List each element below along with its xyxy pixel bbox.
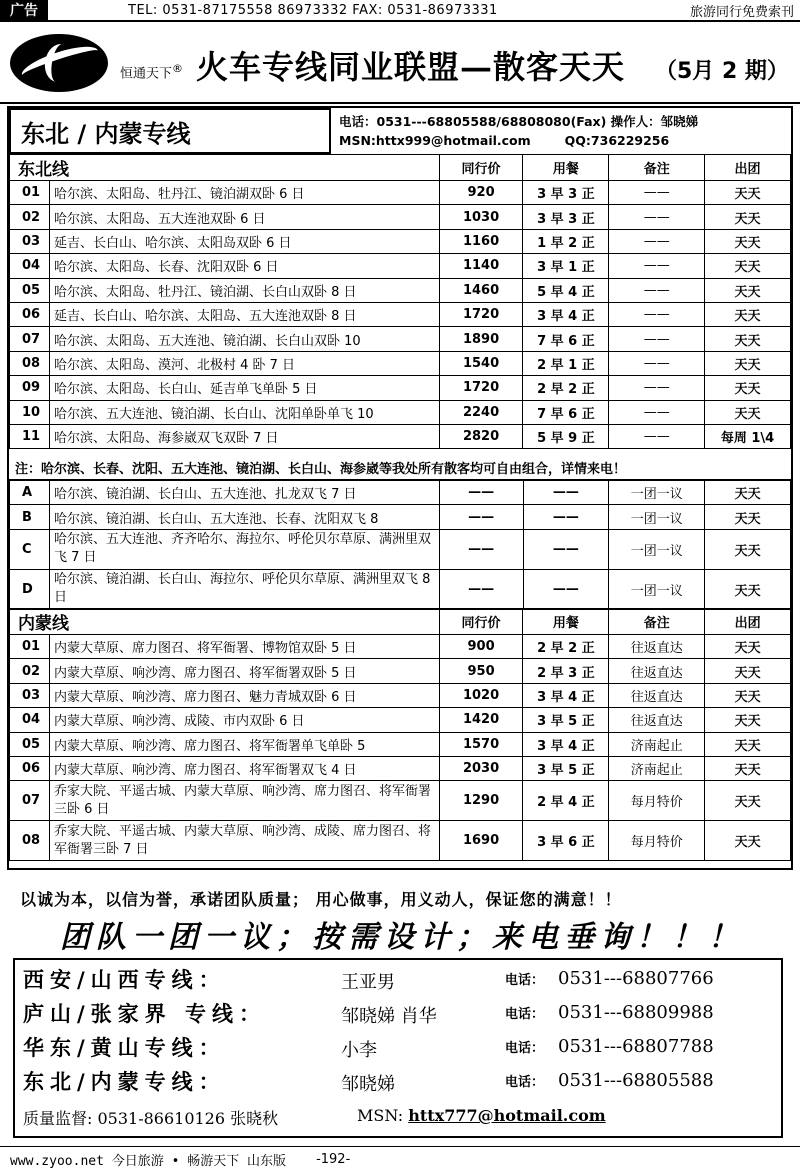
combo-note: 注：哈尔滨、长春、沈阳、五大连池、镜泊湖、长白山、海参崴等我处所有散客均可自由组合，详情来电！ xyxy=(9,456,791,480)
cell-price: —— xyxy=(439,529,523,569)
cell-depart: 天天 xyxy=(705,659,791,683)
cell-price: 1720 xyxy=(439,376,523,400)
cell-no: D xyxy=(10,569,50,609)
cell-note: —— xyxy=(609,254,705,278)
cell-meal: 3 早 4 正 xyxy=(523,302,609,326)
cell-note: —— xyxy=(609,351,705,375)
table-row xyxy=(10,708,791,732)
magazine-slogan: 旅游同行免费索刊 xyxy=(689,4,794,20)
cell-price: 2820 xyxy=(439,424,523,448)
cell-meal: 2 早 2 正 xyxy=(523,376,609,400)
cell-price: 1570 xyxy=(439,732,523,756)
phone-label: 电话： xyxy=(505,973,545,988)
table-row xyxy=(10,181,791,205)
table-row xyxy=(10,205,791,229)
agency-contact: TEL: 0531-87175558 86973332 FAX: 0531-86973331 xyxy=(128,2,498,18)
col-meal: 用餐 xyxy=(523,609,609,635)
cell-route: 内蒙大草原、响沙湾、成陵、市内双卧 6 日 xyxy=(49,708,439,732)
cell-price: 900 xyxy=(439,635,523,659)
cell-depart: 天天 xyxy=(705,569,791,609)
cell-note: 一团一议 xyxy=(609,569,705,609)
cell-price: 1420 xyxy=(439,708,523,732)
cell-meal: 2 早 3 正 xyxy=(523,659,609,683)
table-row xyxy=(10,481,791,505)
table-row xyxy=(10,659,791,683)
cell-depart: 天天 xyxy=(705,732,791,756)
cell-meal: 1 早 2 正 xyxy=(523,229,609,253)
cell-meal: 3 早 5 正 xyxy=(523,756,609,780)
cell-meal: 7 早 6 正 xyxy=(523,327,609,351)
mongolia-title: 内蒙线 xyxy=(10,609,440,635)
cell-meal: —— xyxy=(523,481,609,505)
ad-label: 广告 xyxy=(0,0,48,21)
cell-route: 延吉、长白山、哈尔滨、太阳岛双卧 6 日 xyxy=(49,229,439,253)
cell-depart: 天天 xyxy=(705,756,791,780)
col-meal: 用餐 xyxy=(523,155,609,181)
cell-note: —— xyxy=(609,181,705,205)
cell-no: 07 xyxy=(10,327,50,351)
cell-no: 08 xyxy=(10,821,50,861)
cell-depart: 天天 xyxy=(705,229,791,253)
cell-no: 10 xyxy=(10,400,50,424)
mongolia-header-row xyxy=(10,609,791,635)
cell-price: 920 xyxy=(439,181,523,205)
cell-no: 08 xyxy=(10,351,50,375)
page-number: -192- xyxy=(316,1151,351,1167)
cell-price: 1290 xyxy=(439,781,523,821)
table-row xyxy=(10,400,791,424)
cell-meal: 3 早 4 正 xyxy=(523,732,609,756)
cell-depart: 天天 xyxy=(705,376,791,400)
cell-meal: 5 早 9 正 xyxy=(523,424,609,448)
cell-meal: 3 早 3 正 xyxy=(523,205,609,229)
cell-note: 每月特价 xyxy=(609,821,705,861)
cell-no: A xyxy=(10,481,50,505)
cell-price: 1020 xyxy=(439,683,523,707)
cell-note: 每月特价 xyxy=(609,781,705,821)
cell-meal: 3 早 3 正 xyxy=(523,181,609,205)
quality-supervision: 质量监督: 0531-86610126 张晓秋 xyxy=(23,1109,279,1128)
brand-name: 恒通天下® xyxy=(120,62,184,82)
cell-note: —— xyxy=(609,278,705,302)
cell-note: —— xyxy=(609,424,705,448)
footer xyxy=(0,1146,800,1171)
cell-note: 往返直达 xyxy=(609,659,705,683)
cell-route: 内蒙大草原、响沙湾、席力图召、魅力青城双卧 6 日 xyxy=(49,683,439,707)
cell-meal: 7 早 6 正 xyxy=(523,400,609,424)
msn-label: MSN: xyxy=(357,1106,404,1125)
section-msn: MSN:httx999@hotmail.com xyxy=(339,133,531,148)
contact-line-name: 庐山/张家界 专线： xyxy=(23,1001,266,1026)
cell-depart: 天天 xyxy=(705,781,791,821)
issue-number: （5月 2 期） xyxy=(655,59,789,84)
cell-no: 04 xyxy=(10,708,50,732)
contact-line-name: 东北/内蒙专线： xyxy=(23,1069,226,1094)
contact-person: 小李 xyxy=(341,1040,377,1061)
contact-phone xyxy=(505,1036,714,1068)
table-row xyxy=(10,635,791,659)
col-price: 同行价 xyxy=(439,609,523,635)
cell-no: 03 xyxy=(10,683,50,707)
section-qq: QQ:736229256 xyxy=(564,133,670,148)
cell-route: 内蒙大草原、响沙湾、席力图召、将军衙署双卧 5 日 xyxy=(49,659,439,683)
header xyxy=(0,24,800,104)
col-note: 备注 xyxy=(609,155,705,181)
cell-meal: 2 早 2 正 xyxy=(523,635,609,659)
table-row xyxy=(10,424,791,448)
table-row xyxy=(10,569,791,609)
cell-meal: 3 早 5 正 xyxy=(523,708,609,732)
route-panel xyxy=(7,106,793,870)
cell-depart: 天天 xyxy=(705,529,791,569)
cell-meal: —— xyxy=(523,529,609,569)
section-msn-qq xyxy=(339,131,783,150)
cell-no: 01 xyxy=(10,181,50,205)
cell-price: —— xyxy=(439,481,523,505)
cell-note: 济南起止 xyxy=(609,756,705,780)
col-depart: 出团 xyxy=(705,155,791,181)
cell-route: 哈尔滨、太阳岛、五大连池双卧 6 日 xyxy=(49,205,439,229)
table-row xyxy=(10,683,791,707)
motto: 以诚为本，以信为誉，承诺团队质量； 用心做事，用义动人，保证您的满意！！ xyxy=(20,890,622,909)
cell-route: 哈尔滨、太阳岛、五大连池、镜泊湖、长白山双卧 10 xyxy=(49,327,439,351)
contact-person: 邹晓娣 肖华 xyxy=(341,1006,437,1027)
cell-note: 济南起止 xyxy=(609,732,705,756)
cell-note: —— xyxy=(609,327,705,351)
northeast-table xyxy=(9,154,791,449)
cell-route: 哈尔滨、太阳岛、牡丹江、镜泊湖双卧 6 日 xyxy=(49,181,439,205)
cell-price: 1540 xyxy=(439,351,523,375)
cell-route: 内蒙大草原、席力图召、将军衙署、博物馆双卧 5 日 xyxy=(49,635,439,659)
contact-phone xyxy=(505,968,714,1000)
cell-meal: 3 早 4 正 xyxy=(523,683,609,707)
section-info xyxy=(331,108,791,154)
cell-price: 1160 xyxy=(439,229,523,253)
cell-depart: 天天 xyxy=(705,683,791,707)
table-row xyxy=(10,302,791,326)
cell-meal: 5 早 4 正 xyxy=(523,278,609,302)
phone-number: 0531---68805588 xyxy=(558,1070,714,1091)
cell-route: 哈尔滨、镜泊湖、长白山、五大连池、长春、沈阳双飞 8 xyxy=(49,505,439,529)
cell-price: 1460 xyxy=(439,278,523,302)
cell-depart: 天天 xyxy=(705,278,791,302)
cell-no: C xyxy=(10,529,50,569)
cell-meal: 3 早 1 正 xyxy=(523,254,609,278)
cell-no: 02 xyxy=(10,205,50,229)
cell-route: 哈尔滨、太阳岛、漠河、北极村 4 卧 7 日 xyxy=(49,351,439,375)
cell-note: —— xyxy=(609,376,705,400)
cell-no: 03 xyxy=(10,229,50,253)
contact-msn xyxy=(357,1106,606,1125)
cell-depart: 天天 xyxy=(705,302,791,326)
phone-label: 电话： xyxy=(505,1075,545,1090)
cell-price: 1890 xyxy=(439,327,523,351)
table-row xyxy=(10,821,791,861)
cell-meal: —— xyxy=(523,505,609,529)
cell-note: 往返直达 xyxy=(609,683,705,707)
cell-price: 950 xyxy=(439,659,523,683)
section-phone: 电话：0531---68805588/68808080(Fax) 操作人：邹晓娣 xyxy=(339,114,699,129)
company-logo xyxy=(10,34,108,92)
col-note: 备注 xyxy=(609,609,705,635)
cell-depart: 天天 xyxy=(705,505,791,529)
phone-number: 0531---68809988 xyxy=(558,1002,714,1023)
trademark: ® xyxy=(172,62,184,75)
cell-depart: 天天 xyxy=(705,327,791,351)
cell-route: 内蒙大草原、响沙湾、席力图召、将军衙署单飞单卧 5 xyxy=(49,732,439,756)
cell-note: —— xyxy=(609,400,705,424)
cell-route: 哈尔滨、镜泊湖、长白山、海拉尔、呼伦贝尔草原、满洲里双飞 8 日 xyxy=(49,569,439,609)
cell-route: 哈尔滨、太阳岛、牡丹江、镜泊湖、长白山双卧 8 日 xyxy=(49,278,439,302)
northeast-header-row xyxy=(10,155,791,181)
cell-no: 01 xyxy=(10,635,50,659)
cell-price: 2240 xyxy=(439,400,523,424)
top-bar xyxy=(0,0,800,22)
cell-meal: —— xyxy=(523,569,609,609)
cell-depart: 天天 xyxy=(705,351,791,375)
table-row xyxy=(10,327,791,351)
cell-price: 1720 xyxy=(439,302,523,326)
cell-depart: 天天 xyxy=(705,205,791,229)
table-row xyxy=(10,229,791,253)
section-title: 东北 / 内蒙专线 xyxy=(9,108,331,154)
phone-number: 0531---68807788 xyxy=(558,1036,714,1057)
table-row xyxy=(10,505,791,529)
cell-no: 11 xyxy=(10,424,50,448)
cell-no: 06 xyxy=(10,302,50,326)
contact-line-name: 华东/黄山专线： xyxy=(23,1035,226,1060)
cell-price: —— xyxy=(439,569,523,609)
cell-depart: 天天 xyxy=(705,181,791,205)
cell-route: 哈尔滨、五大连池、镜泊湖、长白山、沈阳单卧单飞 10 xyxy=(49,400,439,424)
cell-no: 05 xyxy=(10,732,50,756)
cell-note: —— xyxy=(609,302,705,326)
cell-price: 1030 xyxy=(439,205,523,229)
table-row xyxy=(10,376,791,400)
phone-label: 电话： xyxy=(505,1007,545,1022)
cell-route: 哈尔滨、太阳岛、海参崴双飞双卧 7 日 xyxy=(49,424,439,448)
col-price: 同行价 xyxy=(439,155,523,181)
cell-route: 哈尔滨、太阳岛、长春、沈阳双卧 6 日 xyxy=(49,254,439,278)
cell-no: 07 xyxy=(10,781,50,821)
table-row xyxy=(10,732,791,756)
cell-depart: 天天 xyxy=(705,254,791,278)
table-row xyxy=(10,351,791,375)
cell-no: 04 xyxy=(10,254,50,278)
cell-depart: 天天 xyxy=(705,821,791,861)
contact-phone xyxy=(505,1070,714,1102)
cell-no: 05 xyxy=(10,278,50,302)
cell-depart: 天天 xyxy=(705,400,791,424)
cell-price: —— xyxy=(439,505,523,529)
table-row xyxy=(10,756,791,780)
cell-price: 1690 xyxy=(439,821,523,861)
cell-note: 一团一议 xyxy=(609,481,705,505)
footer-site: www.zyoo.net 今日旅游 • 畅游天下 山东版 xyxy=(10,1153,287,1169)
cell-price: 2030 xyxy=(439,756,523,780)
cell-route: 哈尔滨、五大连池、齐齐哈尔、海拉尔、呼伦贝尔草原、满洲里双飞 7 日 xyxy=(49,529,439,569)
cell-note: —— xyxy=(609,229,705,253)
contact-line-name: 西安/山西专线： xyxy=(23,967,226,992)
contact-phone xyxy=(505,1002,714,1034)
cell-no: 09 xyxy=(10,376,50,400)
northeast-title: 东北线 xyxy=(10,155,440,181)
mongolia-table xyxy=(9,608,791,861)
cell-route: 乔家大院、平遥古城、内蒙大草原、响沙湾、成陵、席力图召、将军衙署三卧 7 日 xyxy=(49,821,439,861)
phone-number: 0531---68807766 xyxy=(558,968,714,989)
col-depart: 出团 xyxy=(705,609,791,635)
contact-person: 邹晓娣 xyxy=(341,1074,395,1095)
cell-no: 06 xyxy=(10,756,50,780)
table-row xyxy=(10,781,791,821)
cell-meal: 2 早 1 正 xyxy=(523,351,609,375)
cell-route: 延吉、长白山、哈尔滨、太阳岛、五大连池双卧 8 日 xyxy=(49,302,439,326)
combo-table xyxy=(9,480,791,610)
cell-depart: 每周 1\4 xyxy=(705,424,791,448)
table-row xyxy=(10,529,791,569)
cell-route: 哈尔滨、镜泊湖、长白山、五大连池、扎龙双飞 7 日 xyxy=(49,481,439,505)
calligraphy-slogan: 团队一团一议；按需设计；来电垂询！！！ xyxy=(60,920,744,955)
msn-address[interactable]: httx777@hotmail.com xyxy=(408,1106,606,1125)
cell-note: 一团一议 xyxy=(609,505,705,529)
cell-route: 哈尔滨、太阳岛、长白山、延吉单飞单卧 5 日 xyxy=(49,376,439,400)
cell-note: 一团一议 xyxy=(609,529,705,569)
contact-person: 王亚男 xyxy=(341,972,395,993)
cell-meal: 2 早 4 正 xyxy=(523,781,609,821)
cell-note: 往返直达 xyxy=(609,635,705,659)
cell-meal: 3 早 6 正 xyxy=(523,821,609,861)
cell-depart: 天天 xyxy=(705,708,791,732)
contacts-box xyxy=(13,958,783,1138)
table-row xyxy=(10,254,791,278)
cell-note: —— xyxy=(609,205,705,229)
cell-no: 02 xyxy=(10,659,50,683)
cell-route: 乔家大院、平遥古城、内蒙大草原、响沙湾、席力图召、将军衙署三卧 6 日 xyxy=(49,781,439,821)
cell-note: 往返直达 xyxy=(609,708,705,732)
headline: 火车专线同业联盟—散客天天 xyxy=(196,48,626,86)
cell-depart: 天天 xyxy=(705,481,791,505)
cell-no: B xyxy=(10,505,50,529)
phone-label: 电话： xyxy=(505,1041,545,1056)
table-row xyxy=(10,278,791,302)
cell-route: 内蒙大草原、响沙湾、席力图召、将军衙署双飞 4 日 xyxy=(49,756,439,780)
cell-depart: 天天 xyxy=(705,635,791,659)
cell-price: 1140 xyxy=(439,254,523,278)
